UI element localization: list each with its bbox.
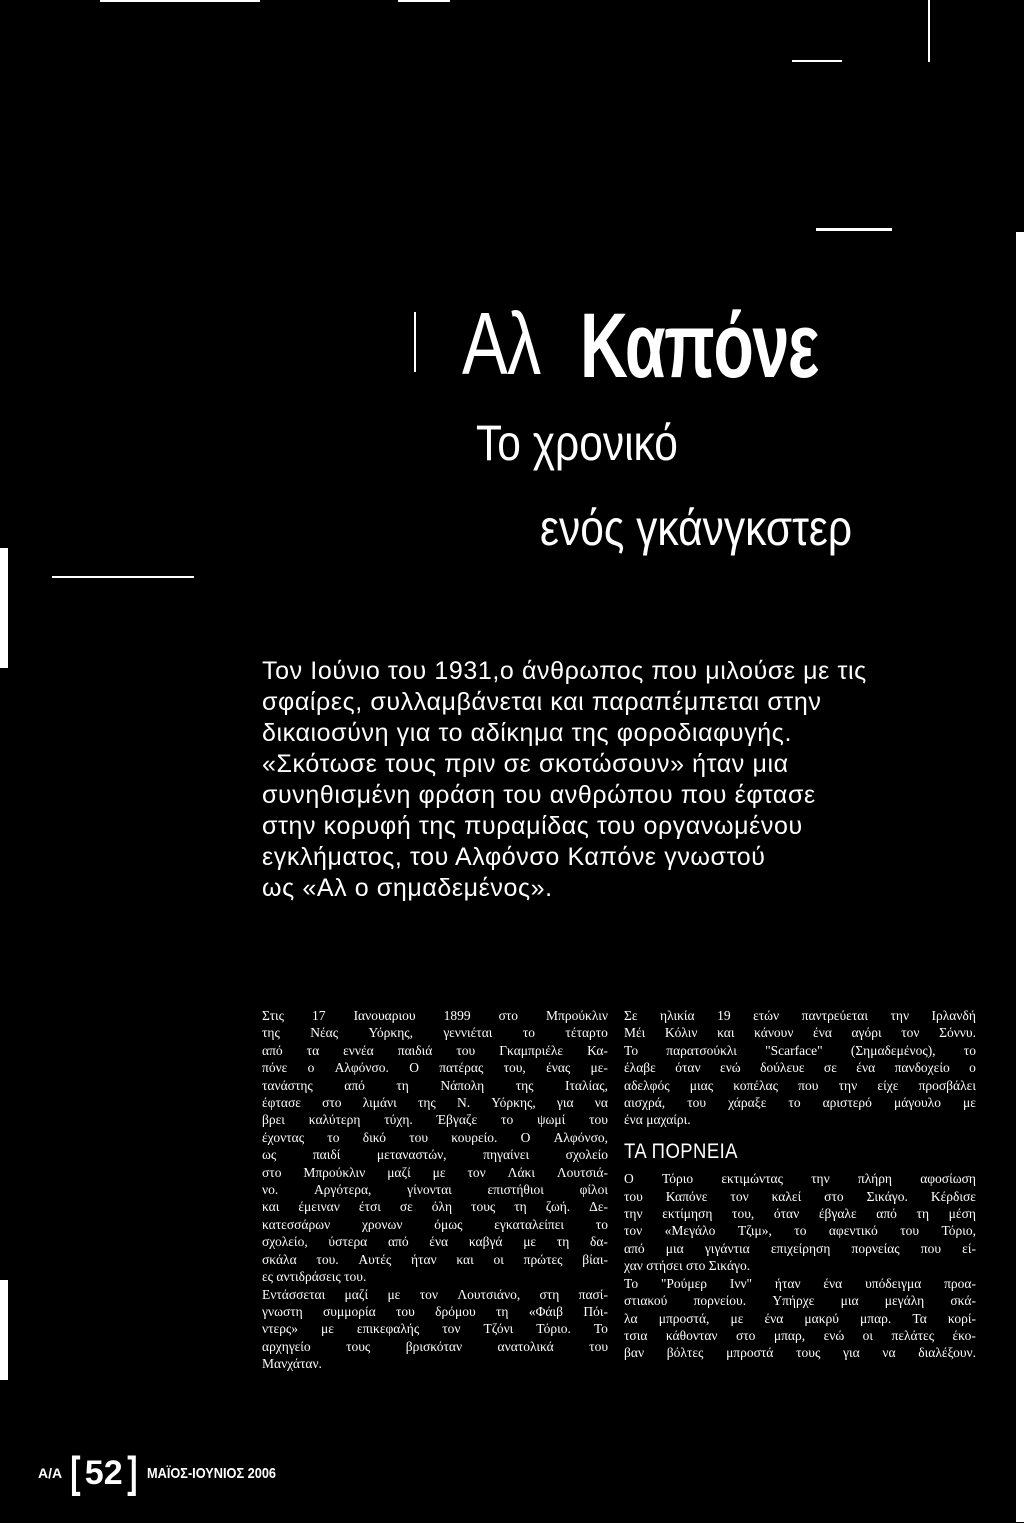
lead-line: ως «Αλ ο σημαδεμένος». — [262, 874, 553, 902]
scan-line — [0, 548, 8, 668]
body-line: Το παρατσούκλι "Scarface" (Σημαδεμένος), το — [624, 1042, 976, 1058]
body-line: ες αντιδράσεις του. — [262, 1269, 367, 1285]
lead-line: «Σκότωσε τους πριν σε σκοτώσουν» ήταν μια — [262, 750, 789, 778]
body-line: Σε ηλικία 19 ετών παντρεύεται την Ιρλανδή — [624, 1008, 976, 1023]
magazine-name: Α/Α — [38, 1465, 63, 1481]
body-line: Μέι Κόλιν και κάνουν ένα αγόρι τον Σόννυ. — [624, 1025, 976, 1041]
body-line: Ο Τόριο εκτιμώντας την πλήρη αφοσίωση — [624, 1171, 976, 1187]
scan-line — [816, 228, 892, 231]
body-line: έλαβε όταν ενώ δούλευε σε ένα πανδοχείο ο — [624, 1060, 976, 1076]
article-title — [462, 294, 818, 397]
body-line: κατεσσάρων χρονων όμως εγκαταλείπει το — [262, 1216, 608, 1232]
body-line: γνωστη συμμορία του δρόμου τη «Φάιβ Πόι- — [262, 1303, 608, 1319]
scan-line — [928, 0, 930, 62]
body-line: βρει καλύτερη τύχη. Έβγαζε το ψωμί του — [262, 1112, 608, 1128]
lead-line: δικαιοσύνη για το αδίκημα της φοροδιαφυγής. — [262, 719, 792, 747]
body-line: τον «Μεγάλο Τζιμ», το αφεντικό του Τόριο, — [624, 1223, 976, 1239]
scan-line — [792, 60, 842, 62]
body-line: ένα μαχαίρι. — [624, 1112, 691, 1128]
body-line: χαν στήσει στο Σικάγο. — [624, 1258, 751, 1274]
body-line: τανάστης από τη Νάπολη της Ιταλίας, — [262, 1077, 608, 1093]
body-line: έφτασε στο λιμάνι της Ν. Υόρκης, για να — [262, 1095, 608, 1111]
subtitle-line-1: Το χρονικό — [476, 415, 678, 471]
bracket-close: ] — [126, 1448, 138, 1497]
body-line: Το "Ρούμερ Ινν" ήταν ένα υπόδειγμα προα- — [624, 1275, 976, 1291]
body-line: ως παιδί μεταναστών, πηγαίνει σχολείο — [262, 1147, 608, 1163]
scan-line — [100, 0, 260, 2]
body-line: πόνε ο Αλφόνσο. Ο πατέρας του, ένας με- — [262, 1060, 608, 1076]
body-column-2 — [624, 1007, 976, 1362]
lead-line: στην κορυφή της πυραμίδας του οργανωμένου — [262, 812, 803, 840]
body-line: Εντάσσεται μαζί με τον Λουτσιάνο, στη πασί- — [262, 1286, 608, 1302]
body-line: ντερς» με επικεφαλής τον Τζόνι Τόριο. Το — [262, 1321, 608, 1337]
body-line: αρχηγείο τους βρισκόταν ανατολικά του — [262, 1338, 608, 1354]
page-footer — [38, 1448, 299, 1497]
body-line: αδελφός μιας κοπέλας που την είχε προσβάλει — [624, 1077, 976, 1093]
body-line: νο. Αργότερα, γίνονται επιστήθιοι φίλοι — [262, 1182, 608, 1198]
scan-line — [52, 576, 194, 578]
bracket-open: [ — [70, 1448, 81, 1497]
lead-line: Τον Ιούνιο του 1931,ο άνθρωπος που μιλούσε με τις — [262, 657, 867, 685]
lead-line: εγκλήματος, του Αλφόνσο Καπόνε γνωστού — [262, 843, 766, 871]
body-line: βαν βόλτες μπροστά τους για να διαλέξουν. — [624, 1345, 976, 1361]
body-line: την εκτίμηση του, όταν έβγαλε από τη μέση — [624, 1206, 976, 1222]
body-line: της Νέας Υόρκης, γεννιέται το τέταρτο — [262, 1025, 608, 1041]
body-line: και έμειναν έτσι σε όλη τους τη ζωή. Δε- — [262, 1199, 608, 1215]
body-line: του Καπόνε τον καλεί στο Σικάγο. Κέρδισε — [624, 1188, 976, 1204]
scan-line — [414, 312, 416, 372]
body-line: στο Μπρούκλιν μαζί με τον Λάκι Λουτσιά- — [262, 1164, 608, 1180]
scan-line — [0, 1280, 8, 1380]
scan-line — [398, 0, 450, 2]
body-line: από τα εννέα παιδιά του Γκαμπριέλε Κα- — [262, 1042, 608, 1058]
body-line: σκάλα του. Αυτές ήταν και οι πρώτες βίαι- — [262, 1251, 608, 1267]
lead-paragraph — [262, 656, 982, 904]
section-heading: ΤΑ ΠΟΡΝΕΙΑ — [624, 1139, 738, 1163]
page-number: 52 — [84, 1453, 123, 1492]
scan-line — [1016, 232, 1024, 1522]
body-line: λα μπροστά, με ένα μακρύ μπαρ. Τα κορί- — [624, 1310, 976, 1326]
body-line: από μια γιγάντια επιχείρηση πορνείας που εί- — [624, 1240, 976, 1256]
subtitle-line-2: ενός γκάνγκστερ — [540, 500, 853, 556]
body-column-1 — [262, 1007, 608, 1373]
title-surname: Καπόνε — [580, 295, 818, 397]
body-line: στιακού πορνείου. Υπήρχε μια μεγάλη σκά- — [624, 1293, 976, 1309]
body-line: Στις 17 Ιανουαριου 1899 στο Μπρούκλιν — [262, 1008, 608, 1023]
lead-line: συνηθισμένη φράση του ανθρώπου που έφτασε — [262, 781, 816, 809]
issue-date: ΜΑΪΟΣ-ΙΟΥΝΙΟΣ 2006 — [147, 1464, 277, 1482]
body-line: αισχρά, του χάραξε το αριστερό μάγουλο με — [624, 1095, 976, 1111]
body-line: έχοντας το δικό του κουρείο. Ο Αλφόνσο, — [262, 1129, 608, 1145]
title-first-name: Αλ — [462, 294, 541, 393]
body-line: τσια κάθονταν στο μπαρ, ενώ οι πελάτες έκο- — [624, 1327, 976, 1343]
lead-line: σφαίρες, συλλαμβάνεται και παραπέμπεται στην — [262, 688, 822, 716]
body-line: σχολείο, ύστερα από ένα καβγά με τη δα- — [262, 1234, 608, 1250]
body-line: Μανχάταν. — [262, 1356, 322, 1372]
